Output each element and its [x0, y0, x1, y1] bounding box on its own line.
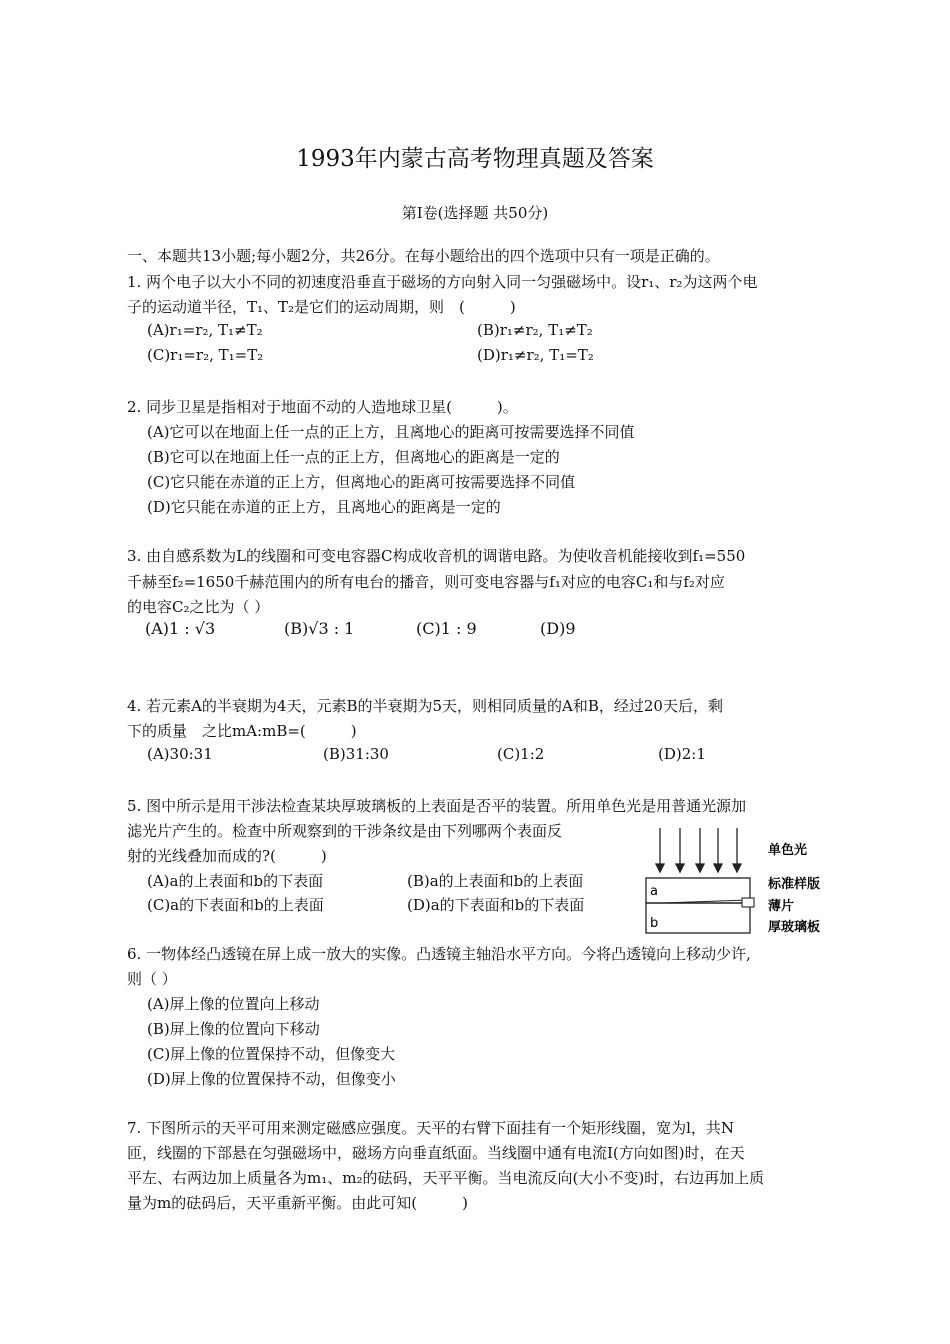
interference-apparatus-diagram: [630, 828, 840, 940]
q5-stem-line1: 5. 图中所示是用干涉法检查某块厚玻璃板的上表面是否平的装置。所用单色光是用普通光源加: [127, 797, 747, 815]
page-title: 1993年内蒙古高考物理真题及答案: [296, 146, 654, 172]
q7-stem-line2: 匝，线圈的下部悬在匀强磁场中，磁场方向垂直纸面。当线圈中通有电流I(方向如图)时，在天: [127, 1144, 745, 1162]
label-b: b: [650, 916, 659, 931]
thick-glass-plate-b: [646, 903, 750, 933]
light-ray-arrowhead: [714, 864, 722, 872]
q3-stem-line1: 3. 由自感系数为L的线圈和可变电容器C构成收音机的调谐电路。为使收音机能接收到f₁=550: [127, 547, 746, 565]
light-ray-arrowhead: [656, 864, 664, 872]
q7-stem-line3: 平左、右两边加上质量各为m₁、m₂的砝码，天平平衡。当电流反向(大小不变)时，右边再加上质: [127, 1169, 765, 1187]
q4-option-a: (A)30:31: [147, 745, 213, 763]
light-ray-arrowhead: [733, 864, 741, 872]
light-ray-arrowhead: [696, 864, 704, 872]
q6-option-d: (D)屏上像的位置保持不动，但像变小: [147, 1070, 396, 1088]
q4-stem-line2: 下的质量 之比mA:mB=( ): [127, 722, 357, 740]
q7-stem-line4: 量为m的砝码后，天平重新平衡。由此可知( ): [127, 1194, 468, 1212]
label-a: a: [650, 884, 658, 899]
q1-option-d: (D)r₁≠r₂, T₁=T₂: [477, 346, 594, 364]
q5-option-c: (C)a的下表面和b的上表面: [147, 896, 324, 914]
q6-option-c: (C)屏上像的位置保持不动，但像变大: [147, 1045, 396, 1063]
q3-option-c: (C)1 : 9: [416, 619, 477, 638]
q5-stem-line2: 滤光片产生的。检查中所观察到的干涉条纹是由下列哪两个表面反: [127, 822, 563, 840]
q1-option-a: (A)r₁=r₂, T₁≠T₂: [147, 321, 263, 339]
q2-stem: 2. 同步卫星是指相对于地面不动的人造地球卫星( )。: [127, 398, 518, 416]
q7-stem-line1: 7. 下图所示的天平可用来测定磁感应强度。天平的右臂下面挂有一个矩形线圈，宽为l，共N: [127, 1119, 735, 1137]
q4-stem-line1: 4. 若元素A的半衰期为4天，元素B的半衰期为5天，则相同质量的A和B，经过20天后，剩: [127, 697, 723, 715]
q4-option-c: (C)1:2: [497, 745, 545, 763]
standard-plate-a: [646, 878, 750, 903]
q1-stem-line1: 1. 两个电子以大小不同的初速度沿垂直于磁场的方向射入同一匀强磁场中。设r₁、r₂为这两个电: [127, 273, 758, 291]
q5-option-d: (D)a的下表面和b的下表面: [407, 896, 585, 914]
q2-option-a: (A)它可以在地面上任一点的正上方，且离地心的距离可按需要选择不同值: [147, 423, 635, 441]
label-standard-plate: 标准样版: [768, 877, 821, 892]
q4-option-b: (B)31:30: [323, 745, 389, 763]
q3-option-a: (A)1 : √3: [145, 619, 216, 638]
thin-sheet: [742, 898, 754, 907]
q1-stem-line2: 子的运动道半径，T₁、T₂是它们的运动周期，则 ( ): [127, 298, 516, 316]
light-ray-arrowhead: [676, 864, 684, 872]
q6-stem-line2: 则（ ）: [127, 970, 177, 988]
q6-stem-line1: 6. 一物体经凸透镜在屏上成一放大的实像。凸透镜主轴沿水平方向。今将凸透镜向上移动少许,: [127, 945, 751, 963]
q4-option-d: (D)2:1: [658, 745, 706, 763]
q2-option-b: (B)它可以在地面上任一点的正上方，但离地心的距离是一定的: [147, 448, 560, 466]
q2-option-c: (C)它只能在赤道的正上方，但离地心的距离可按需要选择不同值: [147, 473, 576, 491]
q1-option-c: (C)r₁=r₂, T₁=T₂: [147, 346, 264, 364]
q1-option-b: (B)r₁≠r₂, T₁≠T₂: [477, 321, 593, 339]
q5-stem-line3: 射的光线叠加而成的?( ): [127, 847, 327, 865]
q3-option-b: (B)√3 : 1: [284, 619, 355, 638]
q5-option-b: (B)a的上表面和b的上表面: [407, 872, 584, 890]
section-heading: 第Ⅰ卷(选择题 共50分): [401, 204, 549, 222]
label-monochromatic-light: 单色光: [768, 843, 808, 858]
q3-stem-line3: 的电容C₂之比为（ ）: [127, 598, 270, 616]
section-instructions: 一、本题共13小题;每小题2分，共26分。在每小题给出的四个选项中只有一项是正确的。: [127, 247, 720, 265]
q5-option-a: (A)a的上表面和b的下表面: [147, 872, 324, 890]
label-thin-sheet: 薄片: [768, 899, 795, 914]
label-thick-glass: 厚玻璃板: [768, 920, 821, 935]
q3-option-d: (D)9: [540, 619, 576, 638]
q6-option-b: (B)屏上像的位置向下移动: [147, 1020, 320, 1038]
q6-option-a: (A)屏上像的位置向上移动: [147, 995, 320, 1013]
q2-option-d: (D)它只能在赤道的正上方，且离地心的距离是一定的: [147, 498, 501, 516]
q3-stem-line2: 千赫至f₂=1650千赫范围内的所有电台的播音，则可变电容器与f₁对应的电容C₁和与f₂对应: [127, 573, 725, 591]
